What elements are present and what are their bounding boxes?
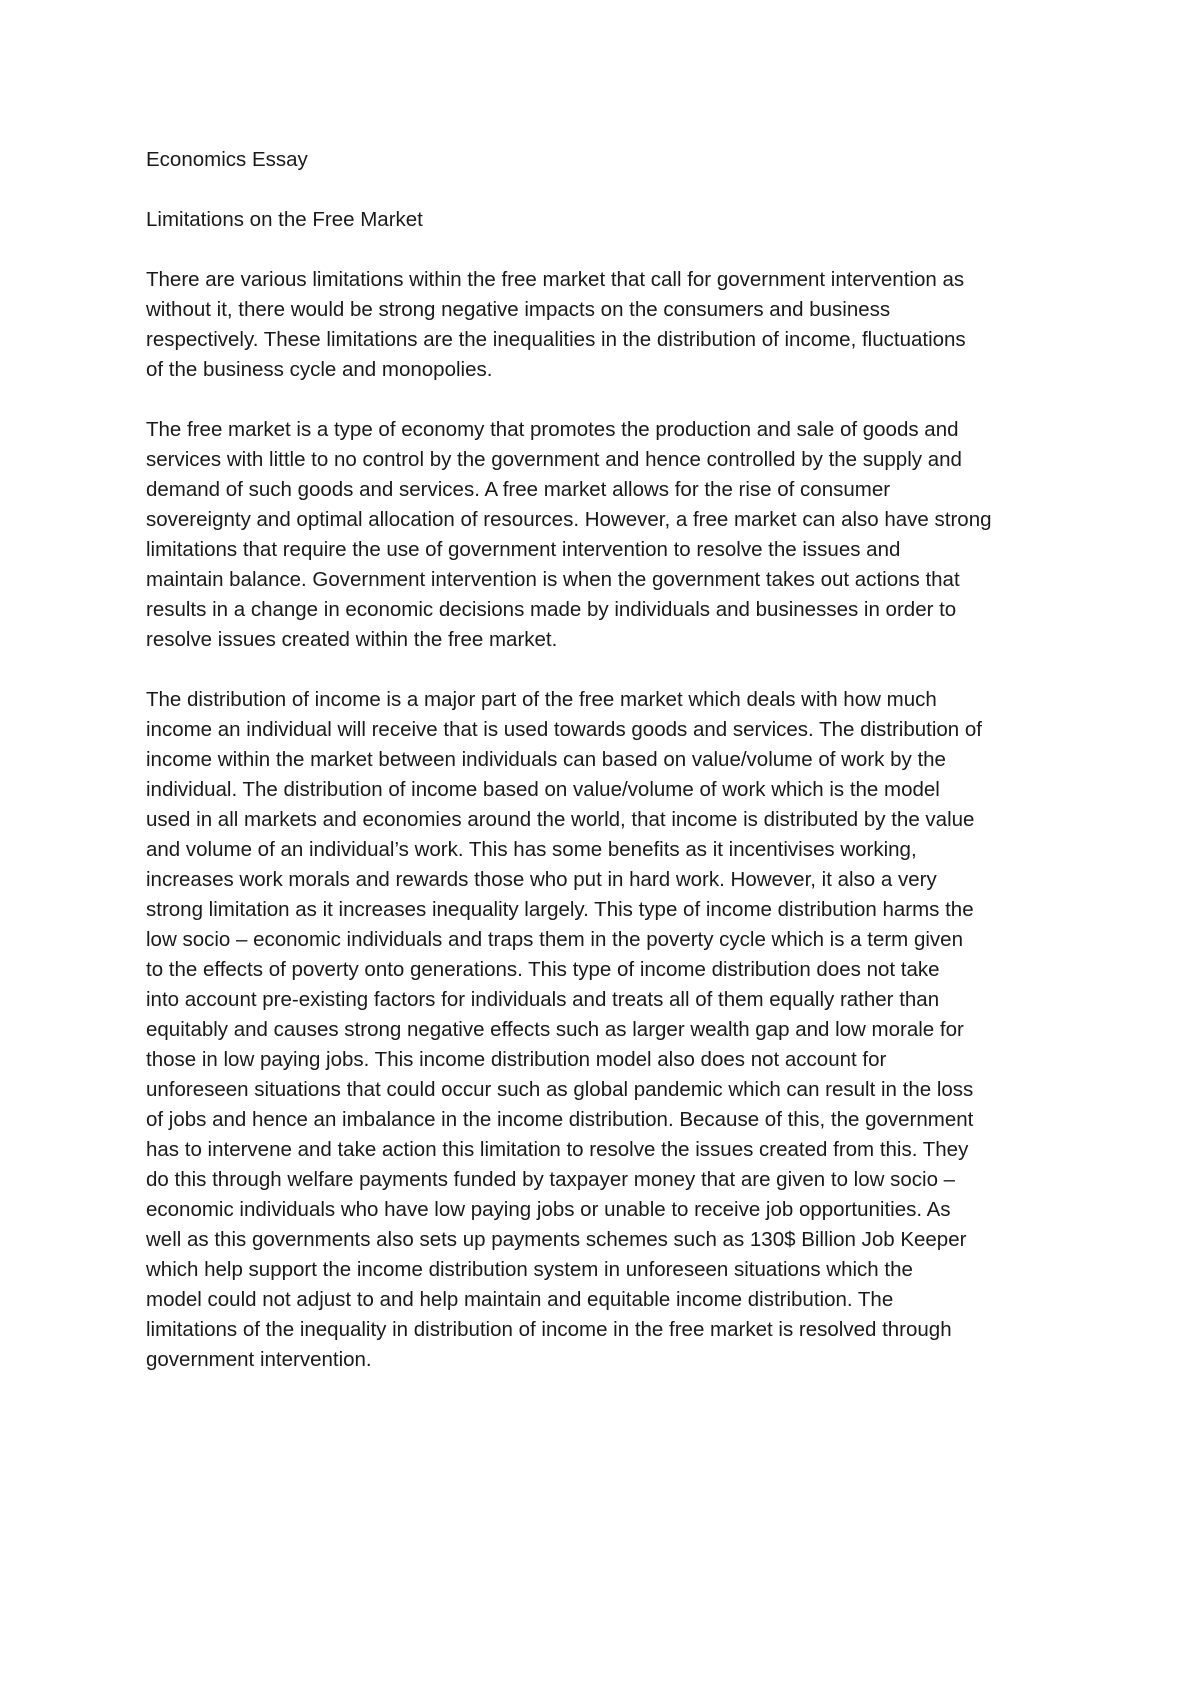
paragraph-introduction: There are various limitations within the free market that call for government intervention as without it, there would be strong negative impacts on the consumers and business respectively. These limitations are the inequalities in the distribution of income, fluctuations of the business cycle and monopolies.: [146, 268, 966, 381]
paragraph-free-market: The free market is a type of economy that promotes the production and sale of goods and services with little to no control by the government and hence controlled by the supply and demand of such goods and services. A free market allows for the rise of consumer sovereignty and optimal allocation of resources. However, a free market can also have strong limitations that require the use of government intervention to resolve the issues and maintain balance. Government intervention is when the government takes out actions that results in a change in economic decisions made by individuals and businesses in order to resolve issues created within the free market.: [146, 418, 992, 651]
paragraph-income-distribution: The distribution of income is a major part of the free market which deals with how much income an individual will receive that is used towards goods and services. The distribution of income within the market between individuals can based on value/volume of work by the individual. The distribution of income based on value/volume of work which is the model used in all markets and economies around the world, that income is distributed by the value and volume of an individual’s work. This has some benefits as it incentivises working, increases work morals and rewards those who put in hard work. However, it also a very strong limitation as it increases inequality largely. This type of income distribution harms the low socio – economic individuals and traps them in the poverty cycle which is a term given to the effects of poverty onto generations. This type of income distribution does not take into account pre-existing factors for individuals and treats all of them equally rather than equitably and causes strong negative effects such as larger wealth gap and low morale for those in low paying jobs. This income distribution model also does not account for unforeseen situations that could occur such as global pandemic which can result in the loss of jobs and hence an imbalance in the income distribution. Because of this, the government has to intervene and take action this limitation to resolve the issues created from this. They do this through welfare payments funded by taxpayer money that are given to low socio – economic individuals who have low paying jobs or unable to receive job opportunities. As well as this governments also sets up payments schemes such as 130$ Billion Job Keeper which help support the income distribution system in unforeseen situations which the model could not adjust to and help maintain and equitable income distribution. The limitations of the inequality in distribution of income in the free market is resolved through government intervention.: [146, 688, 983, 1371]
document-subtitle: Limitations on the Free Market: [146, 208, 423, 231]
document-title: Economics Essay: [146, 148, 308, 171]
document-body: [146, 145, 1081, 1405]
